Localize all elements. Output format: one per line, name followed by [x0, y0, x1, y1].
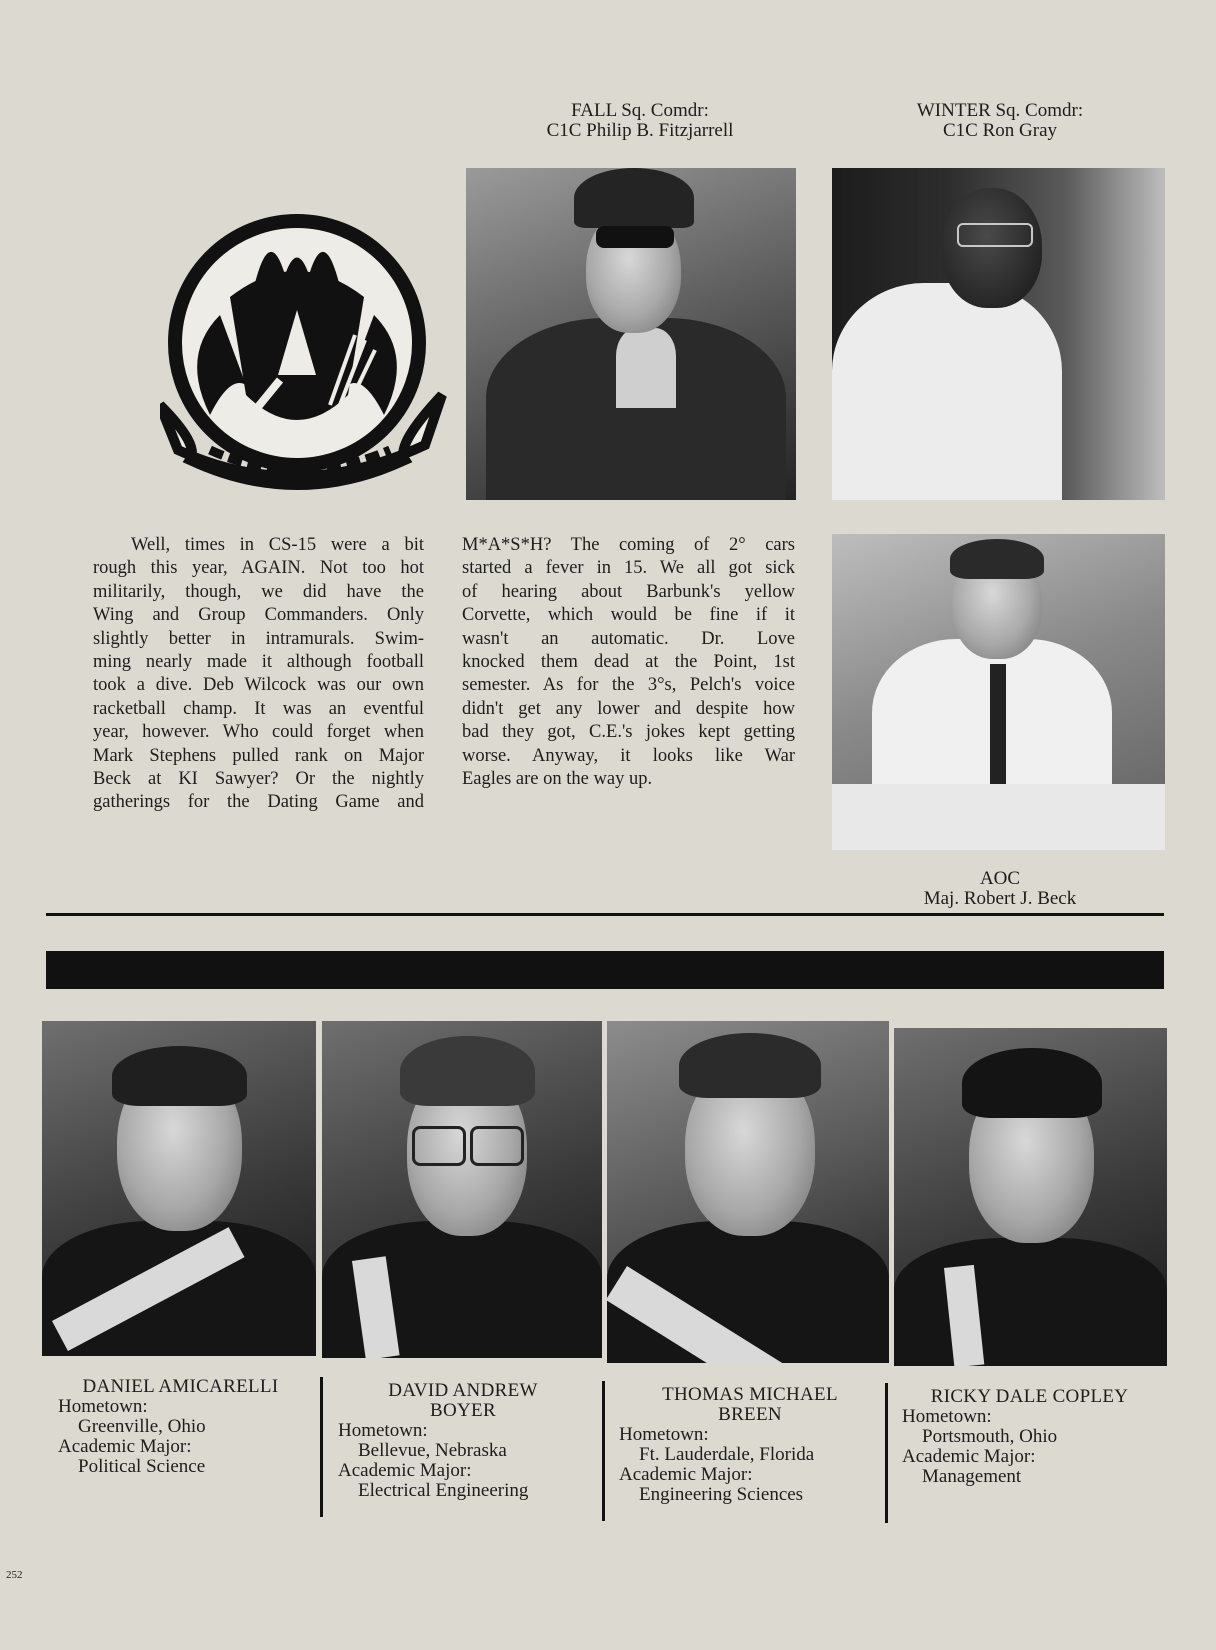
story-line: Corvette, which would be fine if it [462, 605, 795, 626]
winter-commander-photo [832, 168, 1165, 500]
aoc-title: AOC [979, 868, 1021, 889]
story-line: rough this year, AGAIN. Not too hot [93, 558, 424, 579]
section-divider [46, 913, 1164, 916]
cadet-info [338, 1381, 588, 1501]
major-value: Electrical Engineering [358, 1480, 529, 1501]
column-divider [602, 1381, 605, 1521]
story-column-1 [93, 534, 424, 815]
story-line: knocked them dead at the Point, 1st [462, 652, 795, 673]
hometown-value: Ft. Lauderdale, Florida [639, 1444, 815, 1465]
story-line: Mark Stephens pulled rank on Major [93, 745, 424, 766]
cadet-name: THOMAS MICHAEL [662, 1384, 838, 1405]
winter-commander-name: C1C Ron Gray [943, 120, 1057, 141]
fall-commander-photo [466, 168, 796, 500]
story-line: militarily, though, we did have the [93, 581, 424, 602]
story-line: took a dive. Deb Wilcock was our own [93, 675, 424, 696]
cadet-name: DAVID ANDREW [388, 1380, 538, 1401]
cadet-info [58, 1377, 303, 1477]
cadet-info [902, 1387, 1157, 1487]
major-label: Academic Major: [338, 1460, 472, 1481]
cadet-photo [894, 1028, 1167, 1366]
story-line: racketball champ. It was an eventful [93, 698, 424, 719]
story-line: bad they got, C.E.'s jokes kept getting [462, 722, 795, 743]
aoc-name: Maj. Robert J. Beck [923, 888, 1077, 909]
cadet-name: RICKY DALE COPLEY [930, 1386, 1129, 1407]
major-label: Academic Major: [619, 1464, 753, 1485]
story-line: ming nearly made it although football [93, 652, 424, 673]
cadet-info [619, 1385, 881, 1505]
story-line: slightly better in intramurals. Swim- [93, 628, 424, 649]
section-black-bar [46, 951, 1164, 989]
aoc-caption [860, 869, 1140, 909]
winter-commander-title: WINTER Sq. Comdr: [916, 100, 1084, 121]
hometown-value: Bellevue, Nebraska [358, 1440, 507, 1461]
major-value: Management [922, 1466, 1022, 1487]
story-line: of hearing about Barbunk's yellow [462, 581, 795, 602]
cadet-photo [322, 1021, 602, 1358]
fall-commander-caption [500, 101, 780, 141]
squadron-patch-eagle-icon [160, 205, 450, 500]
story-line: M*A*S*H? The coming of 2° cars [462, 535, 795, 555]
major-value: Political Science [78, 1456, 206, 1477]
major-value: Engineering Sciences [639, 1484, 804, 1505]
page-number: 252 [6, 1569, 23, 1581]
story-line: wasn't an automatic. Dr. Love [462, 628, 795, 649]
cadet-name-line2: BREEN [718, 1404, 782, 1425]
story-line: Well, times in CS-15 were a bit [131, 535, 424, 555]
hometown-value: Greenville, Ohio [78, 1416, 206, 1437]
major-label: Academic Major: [902, 1446, 1036, 1467]
hometown-label: Hometown: [58, 1396, 148, 1417]
winter-commander-caption [860, 101, 1140, 141]
fall-commander-title: FALL Sq. Comdr: [571, 100, 709, 121]
cadet-photo [42, 1021, 316, 1356]
column-divider [320, 1377, 323, 1517]
cadet-name-line2: BOYER [430, 1400, 496, 1421]
story-line: year, however. Who could forget when [93, 722, 424, 743]
aoc-photo [832, 534, 1165, 850]
hometown-label: Hometown: [619, 1424, 709, 1445]
story-line: Beck at KI Sawyer? Or the nightly [93, 769, 424, 790]
hometown-value: Portsmouth, Ohio [922, 1426, 1058, 1447]
hometown-label: Hometown: [338, 1420, 428, 1441]
story-line: Eagles are on the way up. [462, 769, 653, 790]
hometown-label: Hometown: [902, 1406, 992, 1427]
story-line: semester. As for the 3°s, Pelch's voice [462, 675, 795, 696]
story-line: Wing and Group Commanders. Only [93, 605, 424, 626]
cadet-name: DANIEL AMICARELLI [82, 1376, 279, 1397]
cadet-photo [607, 1021, 889, 1363]
column-divider [885, 1383, 888, 1523]
story-column-2 [462, 534, 795, 791]
major-label: Academic Major: [58, 1436, 192, 1457]
story-line: worse. Anyway, it looks like War [462, 745, 795, 766]
story-line: started a fever in 15. We all got sick [462, 558, 795, 579]
story-line: gatherings for the Dating Game and [93, 792, 424, 813]
fall-commander-name: C1C Philip B. Fitzjarrell [546, 120, 734, 141]
story-line: didn't get any lower and despite how [462, 698, 795, 719]
